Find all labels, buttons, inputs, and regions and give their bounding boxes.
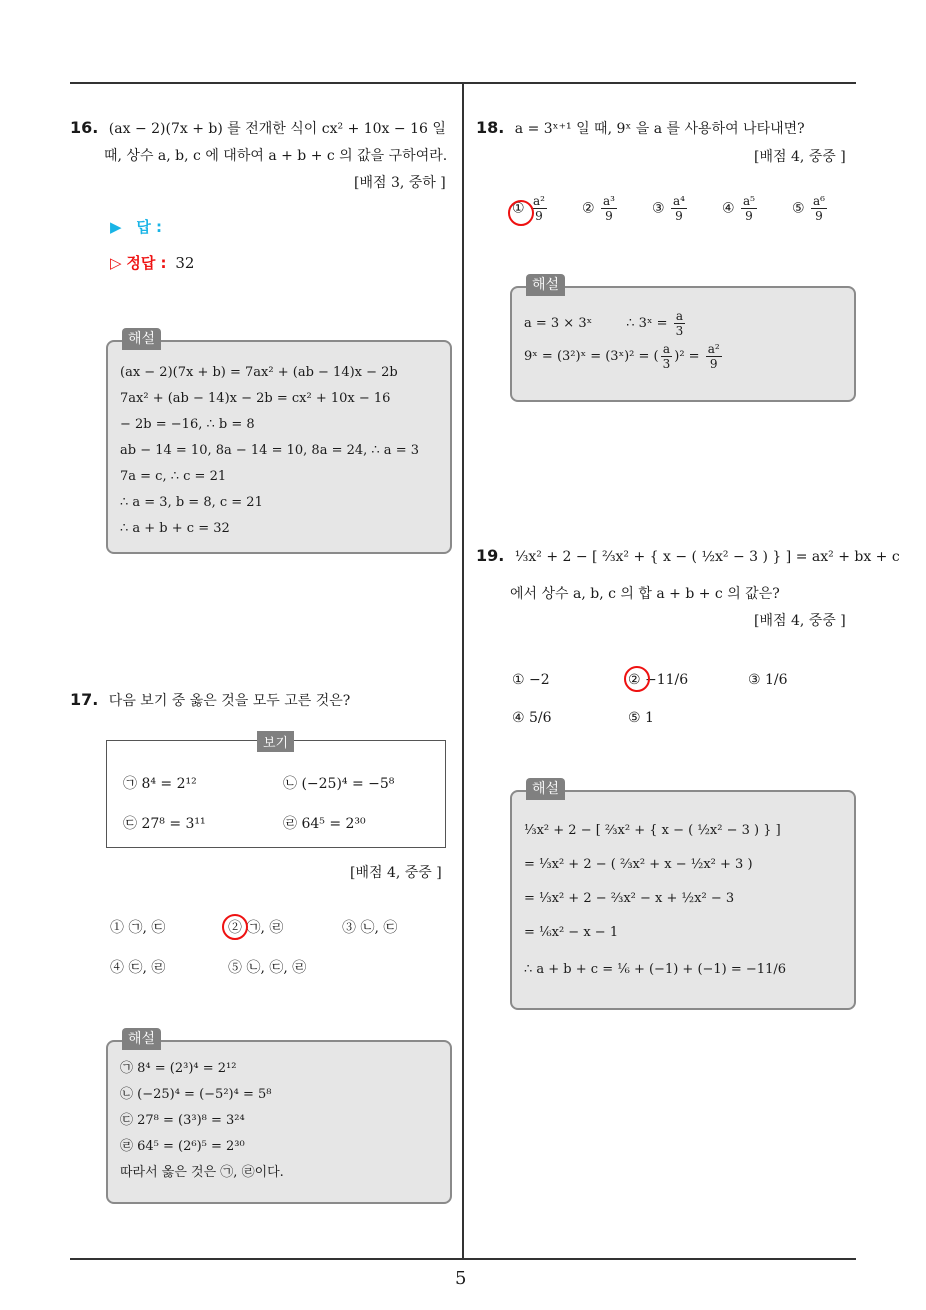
q16-correct-label: 정답 : bbox=[126, 254, 167, 272]
denominator: 9 bbox=[605, 209, 613, 223]
q18-text: a = 3ˣ⁺¹ 일 때, 9ˣ 을 a 를 사용하여 나타내면? bbox=[514, 121, 805, 137]
q17-choice-1[interactable]: ① ㉠, ㉢ bbox=[110, 920, 166, 936]
denominator: 9 bbox=[745, 209, 753, 223]
q16-sol-line: 7a = c, ∴ c = 21 bbox=[120, 469, 227, 484]
answer-arrow-icon: ▶ bbox=[110, 218, 122, 236]
q19-solution-box bbox=[510, 781, 856, 1010]
fraction bbox=[661, 342, 673, 371]
q16-solution-tag: 해설 bbox=[122, 328, 161, 350]
numerator: a² bbox=[707, 342, 720, 356]
q17-choice-5[interactable]: ⑤ ㉡, ㉢, ㉣ bbox=[228, 960, 307, 976]
bottom-rule bbox=[70, 1258, 856, 1260]
denominator: 9 bbox=[709, 357, 718, 371]
q17-solution-tag: 해설 bbox=[122, 1028, 161, 1050]
q17-choice-3[interactable]: ③ ㉡, ㉢ bbox=[342, 920, 398, 936]
q16-answer-label: 답 : bbox=[136, 218, 163, 236]
q17-solution-lines bbox=[120, 1056, 442, 1186]
numerator: a³ bbox=[603, 194, 615, 208]
q18-sol-text: 9ˣ = (3²)ˣ = (3ˣ)² = ( bbox=[524, 349, 659, 364]
q16-sol-line: 7ax² + (ab − 14)x − 2b = cx² + 10x − 16 bbox=[120, 391, 391, 406]
q17-bogi-tag: 보기 bbox=[257, 731, 294, 752]
q17-bogi-box bbox=[106, 736, 446, 848]
numerator: a⁶ bbox=[813, 194, 825, 208]
column-divider bbox=[462, 82, 464, 1260]
q17-score: [배점 4, 중중 ] bbox=[350, 865, 442, 881]
q19-selected-circle-icon bbox=[624, 666, 650, 692]
fraction bbox=[601, 194, 617, 223]
q19-solution-tag: 해설 bbox=[526, 778, 565, 800]
q16-sol-line: − 2b = −16, ∴ b = 8 bbox=[120, 417, 255, 432]
q19-sol-line: = ⅓x² + 2 − ( ⅔x² + x − ½x² + 3 ) bbox=[524, 857, 753, 872]
q19-choice-5[interactable]: ⑤ 1 bbox=[628, 710, 654, 726]
q19-choice-4[interactable]: ④ 5/6 bbox=[512, 710, 552, 726]
q17-sol-line: ㉣ 64⁵ = (2⁶)⁵ = 2³⁰ bbox=[120, 1139, 245, 1154]
denominator: 3 bbox=[675, 324, 684, 338]
q18-sol-text: a = 3 × 3ˣ bbox=[524, 316, 593, 331]
choice-mark: ② bbox=[582, 200, 595, 217]
q16-sol-line: ∴ a + b + c = 32 bbox=[120, 521, 230, 536]
q17-choice-4[interactable]: ④ ㉢, ㉣ bbox=[110, 960, 166, 976]
q17-sol-line: ㉠ 8⁴ = (2³)⁴ = 2¹² bbox=[120, 1061, 237, 1076]
q16-solution-lines bbox=[120, 360, 442, 542]
choice-mark: ① bbox=[512, 200, 525, 217]
q18-solution-box bbox=[510, 277, 856, 402]
q18-number: 18. bbox=[476, 118, 505, 137]
q17-bogi-item: ㉢ 27⁸ = 3¹¹ bbox=[123, 816, 206, 832]
q19-sol-line: ⅓x² + 2 − [ ⅔x² + { x − ( ½x² − 3 ) } ] bbox=[524, 823, 781, 838]
q19-sol-line: = ⅓x² + 2 − ⅔x² − x + ½x² − 3 bbox=[524, 891, 735, 906]
denominator: 3 bbox=[662, 357, 671, 371]
q18-solution-tag: 해설 bbox=[526, 274, 565, 296]
denominator: 9 bbox=[535, 209, 543, 223]
q18-choice-3[interactable] bbox=[652, 194, 689, 223]
q19-sol-line: = ⅙x² − x − 1 bbox=[524, 925, 619, 940]
q16-sol-line: (ax − 2)(7x + b) = 7ax² + (ab − 14)x − 2b bbox=[120, 365, 398, 380]
q18-selected-circle-icon bbox=[508, 200, 534, 226]
fraction bbox=[811, 194, 827, 223]
q18-choice-4[interactable] bbox=[722, 194, 759, 223]
q17-sol-line: 따라서 옳은 것은 ㉠, ㉣이다. bbox=[120, 1165, 284, 1180]
q16-number: 16. bbox=[70, 118, 99, 137]
q18-sol-text: ∴ 3ˣ = bbox=[626, 316, 668, 331]
q17-number: 17. bbox=[70, 690, 99, 709]
q19-choice-1[interactable]: ① −2 bbox=[512, 672, 550, 688]
q17-choice-2[interactable]: ② ㉠, ㉣ bbox=[228, 920, 284, 936]
numerator: a bbox=[674, 309, 686, 324]
q18-choice-2[interactable] bbox=[582, 194, 619, 223]
q19-score: [배점 4, 중중 ] bbox=[754, 613, 846, 629]
numerator: a² bbox=[533, 194, 545, 208]
choice-mark: ⑤ bbox=[792, 200, 805, 217]
q16-score: [배점 3, 중하 ] bbox=[354, 175, 446, 191]
q19-choice-3[interactable]: ③ 1/6 bbox=[748, 672, 788, 688]
numerator: a bbox=[661, 342, 673, 357]
q19-sol-line: ∴ a + b + c = ⅙ + (−1) + (−1) = −11/6 bbox=[524, 962, 786, 977]
q18-sol-line bbox=[524, 340, 846, 374]
denominator: 9 bbox=[815, 209, 823, 223]
q16-solution-box bbox=[106, 331, 452, 554]
denominator: 9 bbox=[675, 209, 683, 223]
fraction bbox=[674, 309, 686, 338]
q16-sol-line: ab − 14 = 10, 8a − 14 = 10, 8a = 24, ∴ a = 3 bbox=[120, 443, 419, 458]
q18-sol-text: )² = bbox=[674, 349, 700, 364]
q17-selected-circle-icon bbox=[222, 914, 248, 940]
q17-bogi-item: ㉠ 8⁴ = 2¹² bbox=[123, 776, 197, 792]
choice-mark: ③ bbox=[652, 200, 665, 217]
q17-sol-line: ㉢ 27⁸ = (3³)⁸ = 3²⁴ bbox=[120, 1113, 245, 1128]
q17-bogi-item: ㉡ (−25)⁴ = −5⁸ bbox=[283, 776, 395, 792]
q19-solution-lines bbox=[524, 814, 846, 990]
q18-sol-line bbox=[524, 308, 846, 340]
page-number: 5 bbox=[455, 1268, 467, 1289]
q17-text: 다음 보기 중 옳은 것을 모두 고른 것은? bbox=[108, 693, 351, 709]
q16-text-line2: 때, 상수 a, b, c 에 대하여 a + b + c 의 값을 구하여라. bbox=[104, 148, 448, 164]
q16-correct-value: 32 bbox=[175, 254, 195, 272]
q18-choice-5[interactable] bbox=[792, 194, 829, 223]
q17-sol-line: ㉡ (−25)⁴ = (−5²)⁴ = 5⁸ bbox=[120, 1087, 272, 1102]
q19-number: 19. bbox=[476, 546, 505, 565]
fraction bbox=[741, 194, 757, 223]
correct-arrow-icon: ▷ bbox=[110, 254, 122, 272]
fraction bbox=[671, 194, 687, 223]
numerator: a⁵ bbox=[743, 194, 755, 208]
q17-bogi-item: ㉣ 64⁵ = 2³⁰ bbox=[283, 816, 366, 832]
q17-solution-box bbox=[106, 1031, 452, 1204]
fraction bbox=[706, 342, 722, 371]
q19-text-line2: 에서 상수 a, b, c 의 합 a + b + c 의 값은? bbox=[510, 586, 780, 602]
choice-mark: ④ bbox=[722, 200, 735, 217]
q16-text-line1: (ax − 2)(7x + b) 를 전개한 식이 cx² + 10x − 16 일 bbox=[108, 121, 446, 137]
q19-choice-2[interactable]: ② −11/6 bbox=[628, 672, 689, 688]
q19-text-line1: ⅓x² + 2 − [ ⅔x² + { x − ( ½x² − 3 ) } ] = ax² + bx + c bbox=[514, 549, 900, 565]
q16-sol-line: ∴ a = 3, b = 8, c = 21 bbox=[120, 495, 263, 510]
numerator: a⁴ bbox=[673, 194, 685, 208]
q18-score: [배점 4, 중중 ] bbox=[754, 149, 846, 165]
